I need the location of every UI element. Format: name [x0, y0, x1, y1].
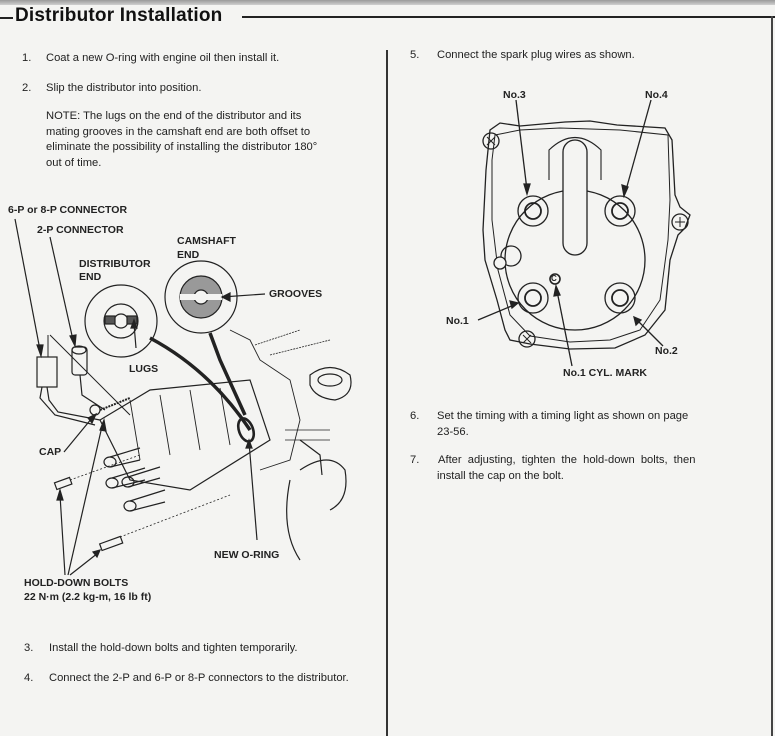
- leader-new-o-ring: [249, 442, 257, 540]
- label-grooves: GROOVES: [269, 288, 323, 300]
- leader-no4: [626, 100, 651, 190]
- leader-no3: [516, 100, 527, 190]
- terminal-no2-outer: [605, 283, 635, 313]
- step-text: Set the timing with a timing light as shown on page: [437, 410, 689, 422]
- step-text-line2: install the cap on the bolt.: [437, 470, 564, 482]
- step-number: 4.: [24, 672, 34, 684]
- step-text: After adjusting, tighten the hold-down bolts, then: [438, 454, 696, 466]
- step-number: 2.: [22, 82, 32, 94]
- step-number: 1.: [22, 52, 32, 64]
- c-mark-letter: C: [551, 274, 557, 283]
- label-camshaft-end-1: CAMSHAFT: [177, 235, 236, 247]
- label-lugs: LUGS: [129, 363, 159, 375]
- label-6p-8p-connector: 6-P or 8-P CONNECTOR: [8, 204, 128, 216]
- step-text: Coat a new O-ring with engine oil then install it.: [46, 52, 280, 64]
- step-number: 5.: [410, 49, 420, 61]
- note-line: out of time.: [46, 156, 102, 169]
- label-cyl-mark: No.1 CYL. MARK: [563, 367, 647, 379]
- o-ring: [235, 416, 256, 443]
- step-text-line2: 23-56.: [437, 426, 469, 438]
- step-text: Connect the 2-P and 6-P or 8-P connectors to the distributor.: [49, 672, 349, 684]
- step-text: Slip the distributor into position.: [46, 82, 202, 94]
- terminal-no4-outer: [605, 196, 635, 226]
- label-2p-connector: 2-P CONNECTOR: [37, 224, 124, 236]
- leader-cap: [64, 418, 92, 452]
- label-no3: No.3: [503, 89, 526, 101]
- leader-bolt-3: [70, 553, 98, 575]
- bolt: [54, 477, 71, 489]
- rotor-slot: [563, 140, 587, 255]
- note-line: mating grooves in the camshaft end are both offset to: [46, 125, 311, 138]
- label-distributor-end-1: DISTRIBUTOR: [79, 258, 151, 270]
- label-distributor-end-2: END: [79, 271, 102, 283]
- section-title: Distributor Installation: [15, 5, 223, 26]
- label-no2: No.2: [655, 345, 678, 357]
- label-hold-down-bolts: HOLD-DOWN BOLTS: [24, 577, 129, 589]
- leader-no1: [478, 305, 514, 320]
- label-cap: CAP: [39, 446, 62, 458]
- step-number: 3.: [24, 642, 34, 654]
- step-text: Install the hold-down bolts and tighten temporarily.: [49, 642, 298, 654]
- terminal-no3-outer: [518, 196, 548, 226]
- label-new-o-ring: NEW O-RING: [214, 549, 280, 561]
- label-no1: No.1: [446, 315, 469, 327]
- step-number: 7.: [410, 454, 420, 466]
- note-line: NOTE: The lugs on the end of the distributor and its: [46, 110, 302, 122]
- leader-no2: [637, 320, 663, 346]
- terminal-no1-outer: [518, 283, 548, 313]
- note-line: eliminate the possibility of installing the distributor 180°: [46, 141, 318, 153]
- cap-part: [90, 405, 100, 415]
- leader-bolt-1: [60, 495, 65, 575]
- step-text: Connect the spark plug wires as shown.: [437, 49, 635, 61]
- label-no4: No.4: [645, 89, 668, 101]
- label-torque-spec: 22 N·m (2.2 kg-m, 16 lb ft): [24, 591, 152, 603]
- step-number: 6.: [410, 410, 420, 422]
- bolt: [100, 536, 123, 550]
- label-camshaft-end-2: END: [177, 249, 200, 261]
